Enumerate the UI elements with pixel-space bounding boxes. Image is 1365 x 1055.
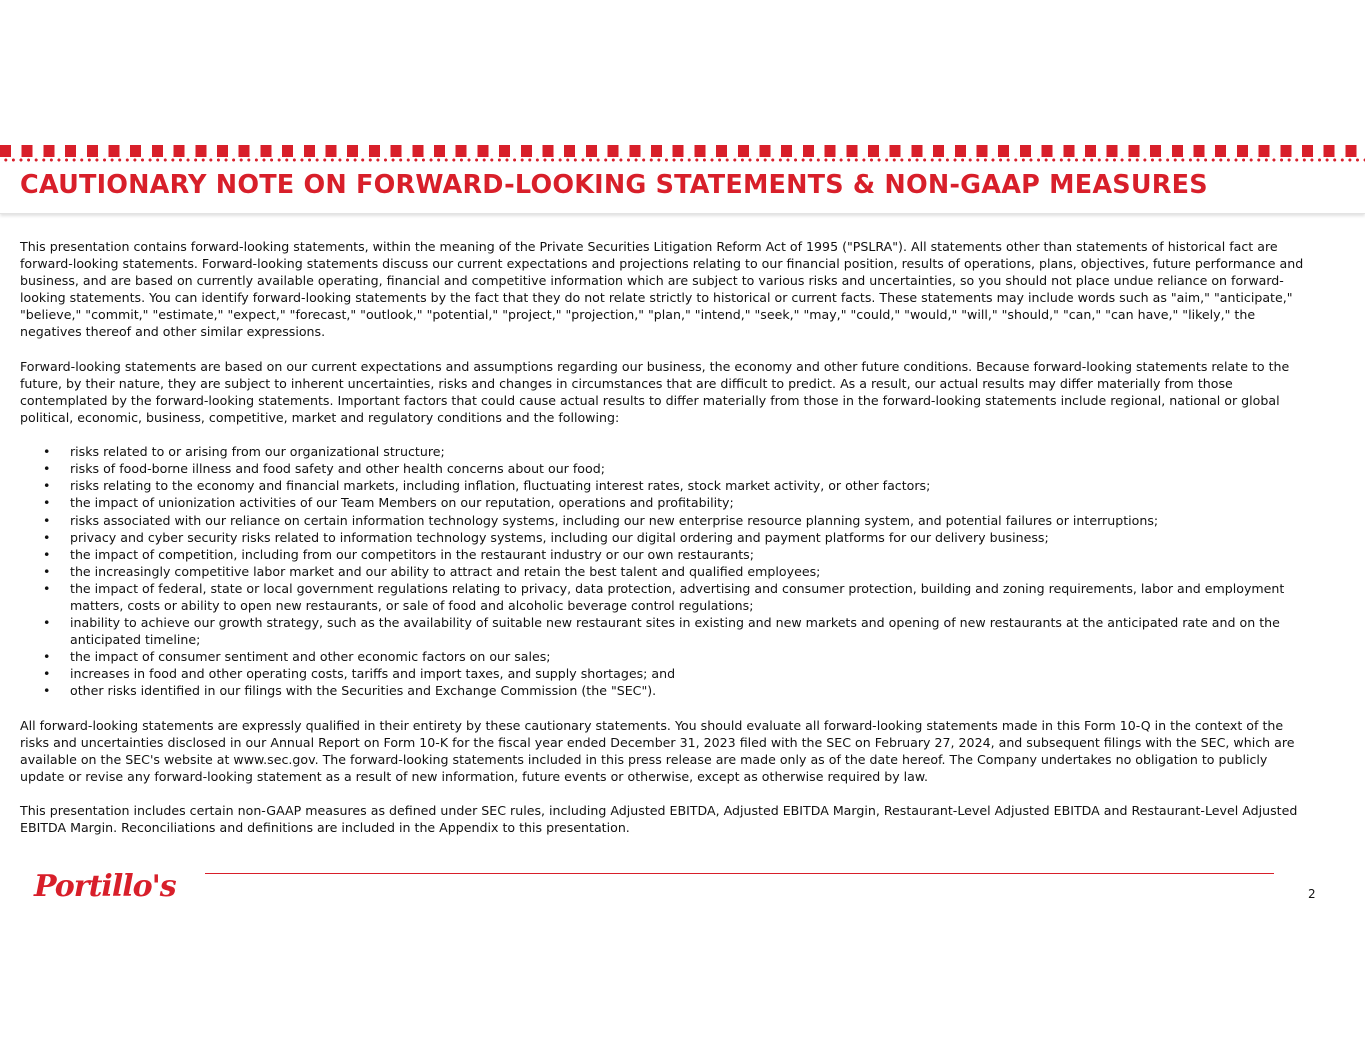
factors-paragraph: Forward-looking statements are based on our current expectations and assumptions regarding our business, the economy and other future conditions. Because forward-looking statements relate to the future, by their nature, they are subject to inherent uncertainties, risks and changes in circumstances that are difficult to predict. As a result, our actual results may differ materially from those contemplated by the forward-looking statements. Important factors that could cause actual results to differ materially from those in the forward-looking statements include regional, national or global political, economic, business, competitive, market and regulatory conditions and the following: — [20, 358, 1290, 425]
list-item-text: inability to achieve our growth strategy, such as the availability of suitable new restaurant sites in existing and new markets and opening of new restaurants at the anticipated rate and on the anticipated timeline; — [70, 615, 1280, 648]
list-item-text: the impact of unionization activities of our Team Members on our reputation, operations and profitability; — [70, 495, 734, 511]
bullet-icon: • — [43, 495, 51, 511]
list-item — [20, 546, 1310, 563]
list-item-text: the impact of consumer sentiment and other economic factors on our sales; — [70, 649, 551, 665]
bullet-icon: • — [43, 563, 51, 579]
qualification-paragraph: All forward-looking statements are expressly qualified in their entirety by these cautionary statements. You should evaluate all forward-looking statements made in this Form 10-Q in the context of the risks and uncertainties disclosed in our Annual Report on Form 10-K for the fiscal year ended December 31, 2023 filed with the SEC on February 27, 2024, and subsequent filings with the SEC, which are available on the SEC's website at www.sec.gov. The forward-looking statements included in this press release are made only as of the date hereof. The Company undertakes no obligation to publicly update or revise any forward-looking statement as a result of new information, future events or otherwise, except as otherwise required by law. — [20, 717, 1295, 784]
list-item — [20, 494, 1310, 511]
logo-text: Portillo's — [34, 869, 176, 904]
list-item-text: the impact of federal, state or local government regulations relating to privacy, data protection, advertising and consumer protection, building and zoning requirements, labor and employment matters, costs or ability to open new restaurants, or sale of food and alcoholic beverage control regulations; — [70, 580, 1285, 613]
portillos-logo — [32, 862, 182, 908]
footer-divider — [205, 873, 1274, 874]
non-gaap-paragraph: This presentation includes certain non-GAAP measures as defined under SEC rules, including Adjusted EBITDA, Adjusted EBITDA Margin, Restaurant-Level Adjusted EBITDA and Restaurant-Level Adjusted EBITDA Margin. Reconciliations and definitions are included in the Appendix to this presentation. — [20, 803, 1298, 836]
bullet-icon: • — [43, 444, 51, 460]
bullet-icon: • — [43, 529, 51, 545]
list-item — [20, 648, 1310, 665]
list-item — [20, 580, 1310, 614]
list-item-text: the impact of competition, including from our competitors in the restaurant industry or our own restaurants; — [70, 546, 754, 562]
list-item — [20, 563, 1310, 580]
list-item — [20, 665, 1310, 682]
list-item — [20, 682, 1310, 699]
decorative-dot-band — [0, 158, 1365, 162]
list-item — [20, 460, 1310, 477]
bullet-icon: • — [43, 512, 51, 528]
list-item — [20, 443, 1310, 460]
bullet-icon: • — [43, 649, 51, 665]
decorative-checker-band — [0, 145, 1365, 157]
list-item-text: other risks identified in our filings with the Securities and Exchange Commission (the "SEC"). — [70, 683, 657, 699]
list-item — [20, 529, 1310, 546]
list-item — [20, 512, 1310, 529]
bullet-icon: • — [43, 580, 51, 596]
list-item-text: increases in food and other operating costs, tariffs and import taxes, and supply shortages; and — [70, 666, 676, 682]
list-item-text: risks related to or arising from our organizational structure; — [70, 444, 445, 460]
bullet-icon: • — [43, 546, 51, 562]
list-item-text: privacy and cyber security risks related to information technology systems, including our digital ordering and payment platforms for our delivery business; — [70, 529, 1049, 545]
list-item-text: risks associated with our reliance on certain information technology systems, including our new enterprise resource planning system, and potential failures or interruptions; — [70, 512, 1159, 528]
intro-paragraph: This presentation contains forward-looking statements, within the meaning of the Private Securities Litigation Reform Act of 1995 ("PSLRA"). All statements other than statements of historical fact are forward-looking statements. Forward-looking statements discuss our current expectations and projections relating to our financial position, results of operations, plans, objectives, future performance and business, and are based on currently available operating, financial and competitive information which are subject to various risks and uncertainties, so you should not place undue reliance on forward-looking statements. You can identify forward-looking statements by the fact that they do not relate strictly to historical or current facts. These statements may include words such as "aim," "anticipate," "believe," "commit," "estimate," "expect," "forecast," "outlook," "potential," "project," "projection," "plan," "intend," "seek," "may," "could," "would," "will," "should," "can," "can have," "likely," the negatives thereof and other similar expressions. — [20, 239, 1304, 340]
list-item-text: risks of food-borne illness and food safety and other health concerns about our food; — [70, 461, 605, 477]
list-item — [20, 614, 1310, 648]
page-title: CAUTIONARY NOTE ON FORWARD-LOOKING STATEMENTS & NON-GAAP MEASURES — [20, 170, 1208, 200]
bullet-icon: • — [43, 615, 51, 631]
list-item-text: the increasingly competitive labor market and our ability to attract and retain the best talent and qualified employees; — [70, 563, 821, 579]
bullet-icon: • — [43, 683, 51, 699]
bullet-icon: • — [43, 461, 51, 477]
list-item-text: risks relating to the economy and financial markets, including inflation, fluctuating interest rates, stock market activity, or other factors; — [70, 478, 931, 494]
disclaimer-body — [20, 238, 1310, 853]
bullet-icon: • — [43, 478, 51, 494]
risk-factor-list — [20, 443, 1310, 699]
page-number: 2 — [1308, 887, 1316, 901]
bullet-icon: • — [43, 666, 51, 682]
list-item — [20, 477, 1310, 494]
